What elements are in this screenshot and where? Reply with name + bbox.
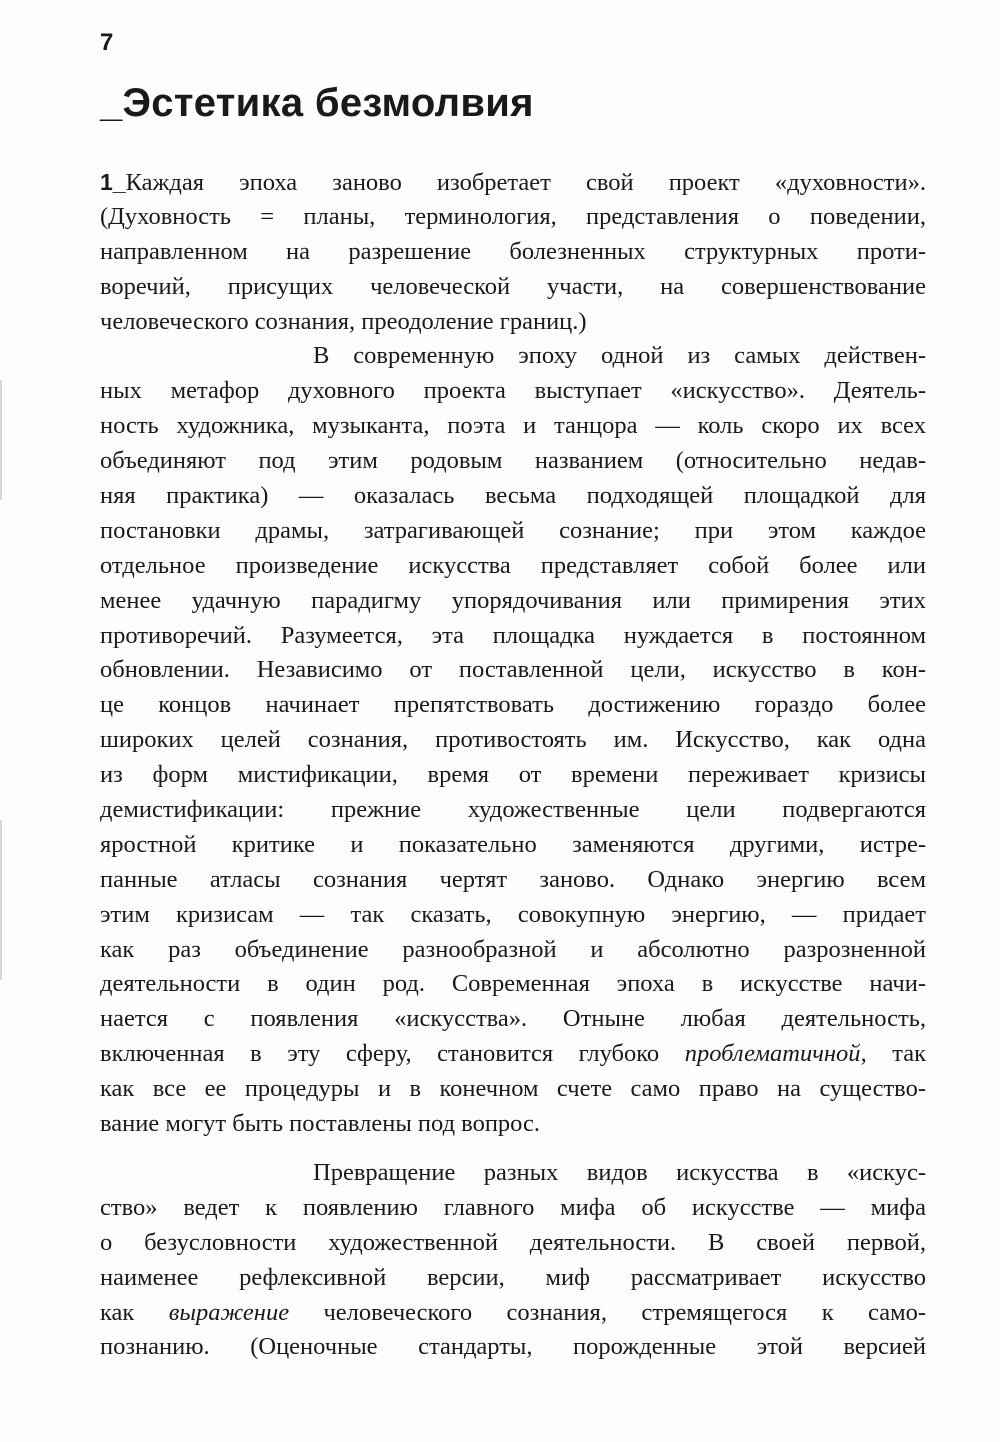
page-edge-shadow (0, 820, 2, 980)
text-line: постановки драмы, затрагивающей сознание; при этом каждое (100, 516, 926, 544)
text-line: няя практика) — оказалась весьма подходящей площадкой для (100, 482, 926, 510)
text-line: объединяют под этим родовым названием (относительно недав- (100, 447, 926, 475)
text-line: ных метафор духовного проекта выступает «искусство». Деятель- (100, 377, 926, 405)
text-line: воречий, присущих человеческой участи, на совершенствование (100, 272, 926, 300)
text-line: отдельное произведение искусства представляет собой более или (100, 551, 926, 579)
text-line (100, 1037, 926, 1072)
text-line (100, 1296, 926, 1331)
text-line: этим кризисам — так сказать, совокупную энергию, — придает (100, 900, 926, 928)
text-line: широких целей сознания, противостоять им. Искусство, как одна (100, 726, 926, 754)
text-segment: , так (860, 1040, 926, 1068)
chapter-title: _Эстетика безмолвия (100, 81, 534, 125)
text-line: яростной критике и показательно заменяются другими, истре- (100, 830, 926, 858)
body-text (100, 165, 926, 1365)
italic-emphasis: проблематичной (684, 1040, 861, 1068)
text-line: демистификации: прежние художественные цели подвергаются (100, 796, 926, 824)
text-line: деятельности в один род. Современная эпоха в искусстве начи- (100, 970, 926, 998)
page-edge-shadow (0, 380, 2, 500)
text-line: направленном на разрешение болезненных структурных проти- (100, 237, 926, 265)
text-line: наименее рефлексивной версии, миф рассматривает искусство (100, 1263, 926, 1291)
text-segment: человеческого сознания, стремящегося к само- (289, 1298, 926, 1326)
text-line-content: Каждая эпоха заново изобретает свой проект «духовности». (125, 169, 926, 196)
text-line (100, 165, 926, 200)
paragraph-gap (100, 1142, 926, 1156)
text-line: как все ее процедуры и в конечном счете само право на существо- (100, 1075, 926, 1103)
text-line: познанию. (Оценочные стандарты, порожденные этой версией (100, 1333, 926, 1361)
text-line: нается с появления «искусства». Отныне любая деятельность, (100, 1005, 926, 1033)
text-line: о безусловности художественной деятельности. В своей первой, (100, 1228, 926, 1256)
text-line: (Духовность = планы, терминология, представления о поведении, (100, 202, 926, 230)
text-line: ность художника, музыканта, поэта и танцора — коль скоро их всех (100, 412, 926, 440)
text-line: це концов начинает препятствовать достижению гораздо более (100, 691, 926, 719)
text-line: менее удачную парадигму упорядочивания или примирения этих (100, 586, 926, 614)
italic-emphasis: выражение (168, 1298, 290, 1326)
text-line: как раз объединение разнообразной и абсолютно разрозненной (100, 935, 926, 963)
text-line: противоречий. Разумеется, эта площадка нуждается в постоянном (100, 621, 926, 649)
section-number: 1_ (100, 169, 126, 195)
text-line: панные атласы сознания чертят заново. Однако энергию всем (100, 865, 926, 893)
text-line: обновлении. Независимо от поставленной цели, искусство в кон- (100, 656, 926, 684)
text-line: человеческого сознания, преодоление границ.) (100, 307, 587, 335)
text-line: В современную эпоху одной из самых действен- (313, 342, 926, 370)
page-number: 7 (100, 29, 114, 56)
text-segment: как (100, 1298, 169, 1326)
text-segment: включенная в эту сферу, становится глубоко (100, 1040, 685, 1068)
text-line: из форм мистификации, время от времени переживает кризисы (100, 761, 926, 789)
text-line: ство» ведет к появлению главного мифа об искусстве — мифа (100, 1193, 926, 1221)
text-line: вание могут быть поставлены под вопрос. (100, 1110, 541, 1138)
text-line: Превращение разных видов искусства в «искус- (313, 1158, 926, 1186)
